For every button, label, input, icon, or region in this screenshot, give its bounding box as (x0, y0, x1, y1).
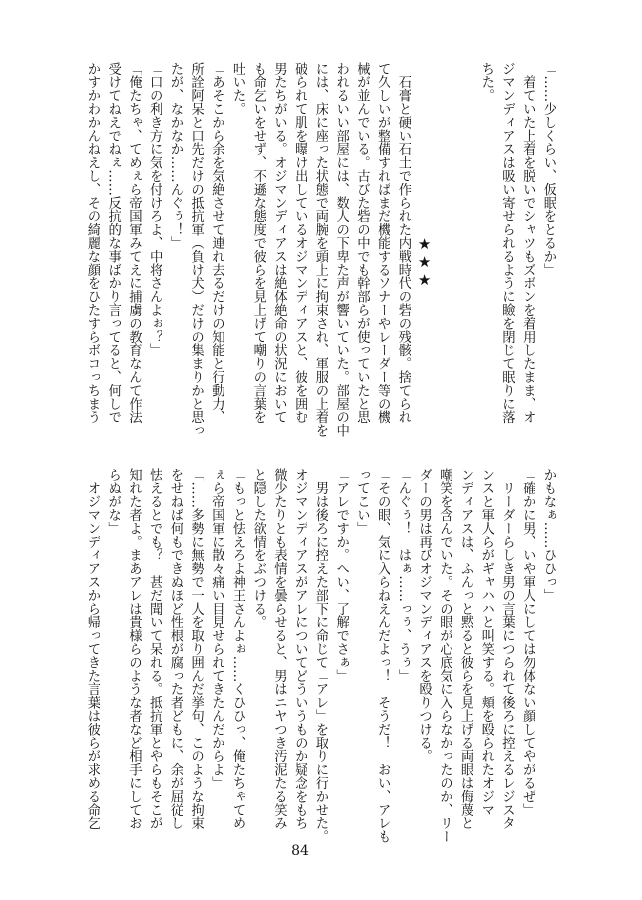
upper-text-block (0, 62, 642, 452)
text-column: われるいい部屋には、数人の下卑た声が響いていた。部屋の中 (333, 62, 349, 438)
text-column: オジマンディアスがアレについてどういうものか疑念をもち (292, 468, 308, 830)
text-column: ンスと軍人らがギャハハと叫笑する。頬を殴られたオジマ (478, 468, 494, 817)
text-column: 「確かに男、いや軍人にしては勿体ない顔してやがるぜ」 (520, 468, 536, 817)
text-column: 「……少しくらい、仮眠をとるか」 (541, 62, 556, 277)
scene-break-stars: ★★★ (415, 235, 434, 289)
text-column: をせねば何もできぬほど性根が腐った者どもに、余が屈従し (167, 468, 183, 830)
text-column: ちた。 (478, 62, 494, 103)
text-column: 着ていた上着を脱いでシャツもズボンを着用したまま、オ (520, 62, 536, 424)
text-column: も命乞いをせず、不遜な態度で彼らを見上げて嘲りの言葉を (250, 62, 266, 424)
text-column: 「もっと怯えろよ神王さんよぉ……くひひっ、俺たちゃてめ (230, 468, 246, 830)
text-column: 吐いた。 (230, 62, 246, 116)
text-column: 石膏と硬い石土で作られた内戦時代の砦の残骸。捨てられ (395, 62, 411, 424)
text-column: 「俺たちゃ、てめぇら帝国軍みてえに捕虜の教育なんて作法 (126, 62, 142, 424)
text-column: 「アレですか。へい、了解でさぁ」 (333, 468, 349, 683)
text-column: 所詮阿呆と口先だけの抵抗軍（負け犬）だけの集まりかと思っ (188, 62, 204, 438)
text-column: らぬがな」 (105, 468, 121, 535)
text-column: 知れた者よ。まあアレは貴様らのような者など相手にしてお (126, 468, 142, 830)
text-column: ってこい」 (354, 468, 370, 535)
text-column: 「その眼、気に入らねえんだよっ！ そうだ！ おい、アレも (375, 468, 391, 844)
text-column: 微少たりとも表情を曇らせると、男はニヤつき汚泥たる笑み (271, 468, 287, 830)
text-column: 怯えるとでも？ 甚だ聞いて呆れる。抵抗軍とやらもそこが (147, 468, 163, 830)
text-column: と隠した欲情をぶつける。 (250, 468, 266, 629)
text-column: 受けてねえでねぇ……反抗的な事ばかり言ってると、何しで (105, 62, 121, 424)
text-column: たが、なかなか……んぐぅ！」 (167, 62, 183, 250)
text-column: リーダーらしき男の言葉につられて後ろに控えるレジスタ (499, 468, 515, 830)
text-column: ダーの男は再びオジマンディアスを殴りつける。 (416, 468, 432, 763)
page-number: 84 (291, 843, 309, 859)
text-column: て久しいが整備すればまだ機能するソナーやレーダー等の機 (375, 62, 391, 424)
text-column: 械が並んでいる。古びた砦の中でも幹部らが使っていたと思 (354, 62, 370, 424)
text-column: かもなぁ……ひひっ」 (541, 468, 556, 602)
text-column: 男たちがいる。オジマンディアスは絶体絶命の状況において (271, 62, 287, 424)
text-column: 「……多勢に無勢で一人を取り囲んだ挙句、このような拘束 (188, 468, 204, 830)
lower-text-block (0, 468, 642, 858)
text-column: 「んぐぅ！ はぁ……っぅ、うぅ」 (395, 468, 411, 683)
text-column: かすかわかんねえし、その綺麗な顔をひたすらボコっちまう (85, 62, 100, 424)
text-column: 男は後ろに控えた部下に命じて「アレ」を取りに行かせた。 (313, 468, 328, 844)
text-column: 破られて肌を曝け出しているオジマンディアスと、彼を囲む (292, 62, 308, 424)
text-column: ぇら帝国軍に散々痛い目見せられてきたんだからよ」 (209, 468, 225, 790)
text-column: オジマンディアスから帰ってきた言葉は彼らが求める命乞 (85, 468, 100, 830)
text-column: 「口の利き方に気を付けろよ、中将さんよぉ？」 (147, 62, 163, 357)
text-column: ンディアスは、ふんっと黙ると彼らを見上げる両眼は侮蔑と (458, 468, 474, 830)
text-column: 嘲笑を含んでいた。その眼が心底気に入らなかったのか、リー (437, 468, 453, 844)
text-column: には、床に座った状態で両腕を頭上に拘束され、軍服の上着を (313, 62, 328, 438)
text-column: ジマンディアスは吸い寄せられるように瞼を閉じて眠りに落 (499, 62, 515, 424)
text-column: 「あそこから余を気絶させて連れ去るだけの知能と行動力、 (209, 62, 225, 424)
